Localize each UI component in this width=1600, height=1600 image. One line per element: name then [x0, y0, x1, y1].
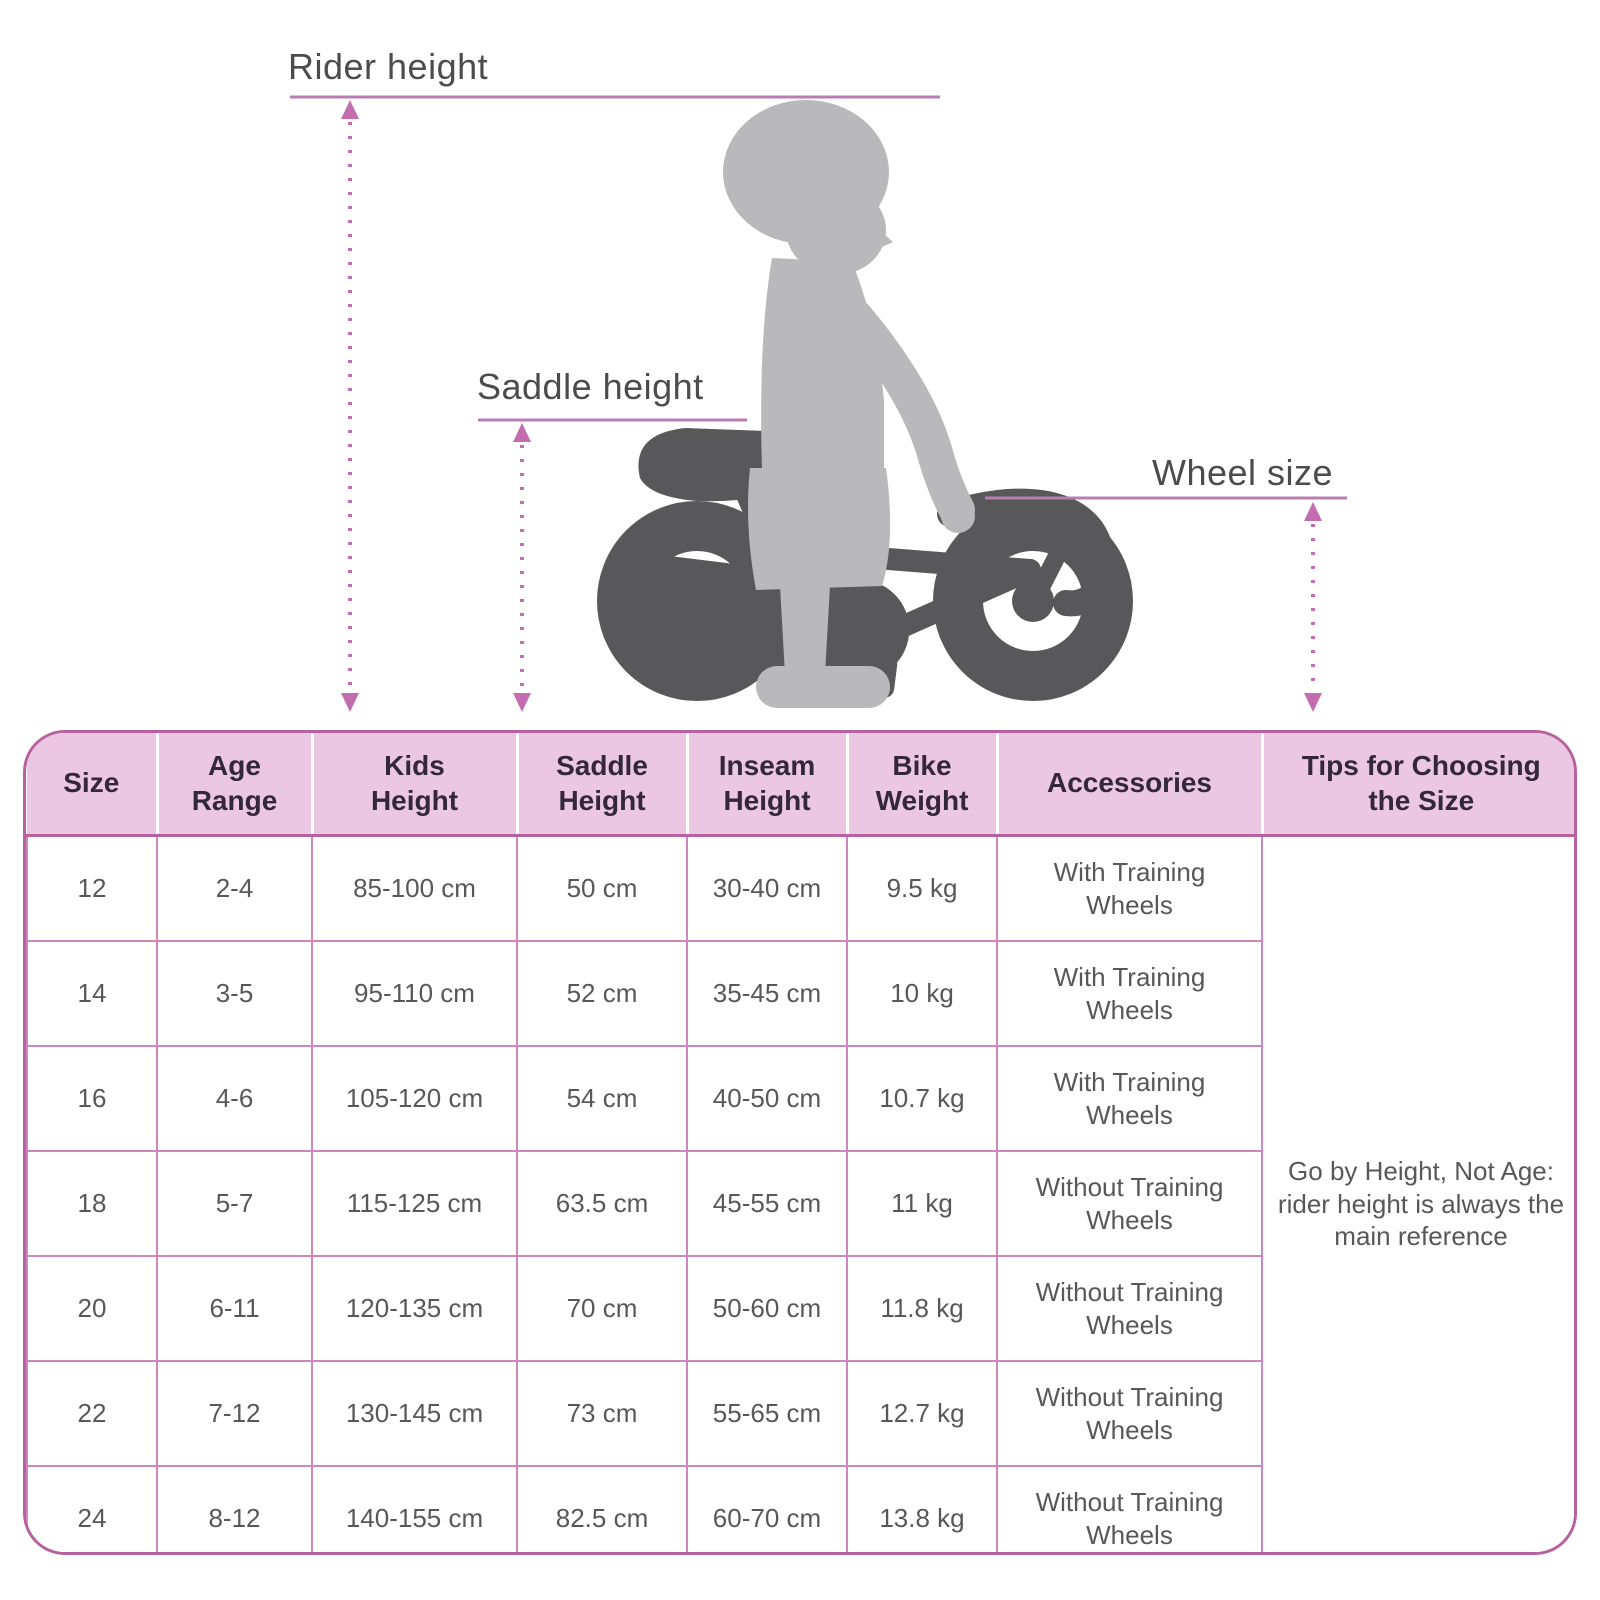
cell-inseam-height: 60-70 cm	[687, 1466, 847, 1555]
table-header	[27, 733, 1577, 836]
size-table-container	[23, 730, 1577, 1555]
cell-accessories: With Training Wheels	[997, 836, 1262, 942]
arrowhead-up-saddle	[513, 423, 531, 442]
fork	[1034, 550, 1060, 601]
cell-age-range: 2-4	[157, 836, 312, 942]
cell-bike-weight: 11.8 kg	[847, 1256, 997, 1361]
size-table	[26, 733, 1577, 1555]
cell-bike-weight: 9.5 kg	[847, 836, 997, 942]
cell-kids-height: 105-120 cm	[312, 1046, 517, 1151]
cell-size: 16	[27, 1046, 157, 1151]
cell-bike-weight: 10 kg	[847, 941, 997, 1046]
cell-inseam-height: 55-65 cm	[687, 1361, 847, 1466]
cell-saddle-height: 52 cm	[517, 941, 687, 1046]
cell-accessories: With Training Wheels	[997, 941, 1262, 1046]
arrowhead-up-wheel	[1304, 502, 1322, 521]
arrowhead-up-rider	[341, 100, 359, 119]
torso	[761, 258, 884, 470]
cell-accessories: Without Training Wheels	[997, 1256, 1262, 1361]
cell-bike-weight: 13.8 kg	[847, 1466, 997, 1555]
rider-height-label: Rider height	[288, 46, 489, 87]
saddle-height-label: Saddle height	[477, 366, 704, 407]
cell-saddle-height: 54 cm	[517, 1046, 687, 1151]
cell-inseam-height: 40-50 cm	[687, 1046, 847, 1151]
cell-kids-height: 95-110 cm	[312, 941, 517, 1046]
cell-inseam-height: 35-45 cm	[687, 941, 847, 1046]
cell-size: 20	[27, 1256, 157, 1361]
header-inseam-height: Inseam Height	[687, 733, 847, 836]
cell-accessories: Without Training Wheels	[997, 1151, 1262, 1256]
cell-saddle-height: 73 cm	[517, 1361, 687, 1466]
cell-saddle-height: 63.5 cm	[517, 1151, 687, 1256]
cell-age-range: 7-12	[157, 1361, 312, 1466]
cell-inseam-height: 45-55 cm	[687, 1151, 847, 1256]
arrowhead-down-saddle	[513, 693, 531, 712]
cell-saddle-height: 50 cm	[517, 836, 687, 942]
shorts	[748, 468, 890, 590]
cell-accessories: Without Training Wheels	[997, 1466, 1262, 1555]
table-body	[27, 836, 1577, 1556]
cell-bike-weight: 11 kg	[847, 1151, 997, 1256]
cell-saddle-height: 82.5 cm	[517, 1466, 687, 1555]
table-row	[27, 836, 1577, 942]
header-row	[27, 733, 1577, 836]
cell-size: 22	[27, 1361, 157, 1466]
cell-accessories: With Training Wheels	[997, 1046, 1262, 1151]
wheel-size-label: Wheel size	[1152, 452, 1334, 493]
bike-rider-diagram	[0, 0, 1600, 730]
header-tips: Tips for Choosing the Size	[1262, 733, 1577, 836]
cell-age-range: 8-12	[157, 1466, 312, 1555]
header-bike-weight: Bike Weight	[847, 733, 997, 836]
cell-age-range: 6-11	[157, 1256, 312, 1361]
cell-size: 24	[27, 1466, 157, 1555]
cell-kids-height: 115-125 cm	[312, 1151, 517, 1256]
cell-inseam-height: 50-60 cm	[687, 1256, 847, 1361]
cell-saddle-height: 70 cm	[517, 1256, 687, 1361]
cell-kids-height: 85-100 cm	[312, 836, 517, 942]
cell-age-range: 4-6	[157, 1046, 312, 1151]
cell-kids-height: 120-135 cm	[312, 1256, 517, 1361]
header-age-range: Age Range	[157, 733, 312, 836]
header-saddle-height: Saddle Height	[517, 733, 687, 836]
cell-inseam-height: 30-40 cm	[687, 836, 847, 942]
header-size: Size	[27, 733, 157, 836]
cell-bike-weight: 10.7 kg	[847, 1046, 997, 1151]
cell-bike-weight: 12.7 kg	[847, 1361, 997, 1466]
arrowhead-down-wheel	[1304, 693, 1322, 712]
header-accessories: Accessories	[997, 733, 1262, 836]
shoe	[756, 666, 890, 708]
hand	[941, 499, 975, 533]
cell-age-range: 3-5	[157, 941, 312, 1046]
cell-tips: Go by Height, Not Age: rider height is always the main reference	[1262, 836, 1577, 1556]
arrowhead-down-rider	[341, 693, 359, 712]
cell-kids-height: 130-145 cm	[312, 1361, 517, 1466]
cell-size: 18	[27, 1151, 157, 1256]
cell-age-range: 5-7	[157, 1151, 312, 1256]
cell-size: 14	[27, 941, 157, 1046]
header-kids-height: Kids Height	[312, 733, 517, 836]
cell-kids-height: 140-155 cm	[312, 1466, 517, 1555]
cell-accessories: Without Training Wheels	[997, 1361, 1262, 1466]
cell-size: 12	[27, 836, 157, 942]
